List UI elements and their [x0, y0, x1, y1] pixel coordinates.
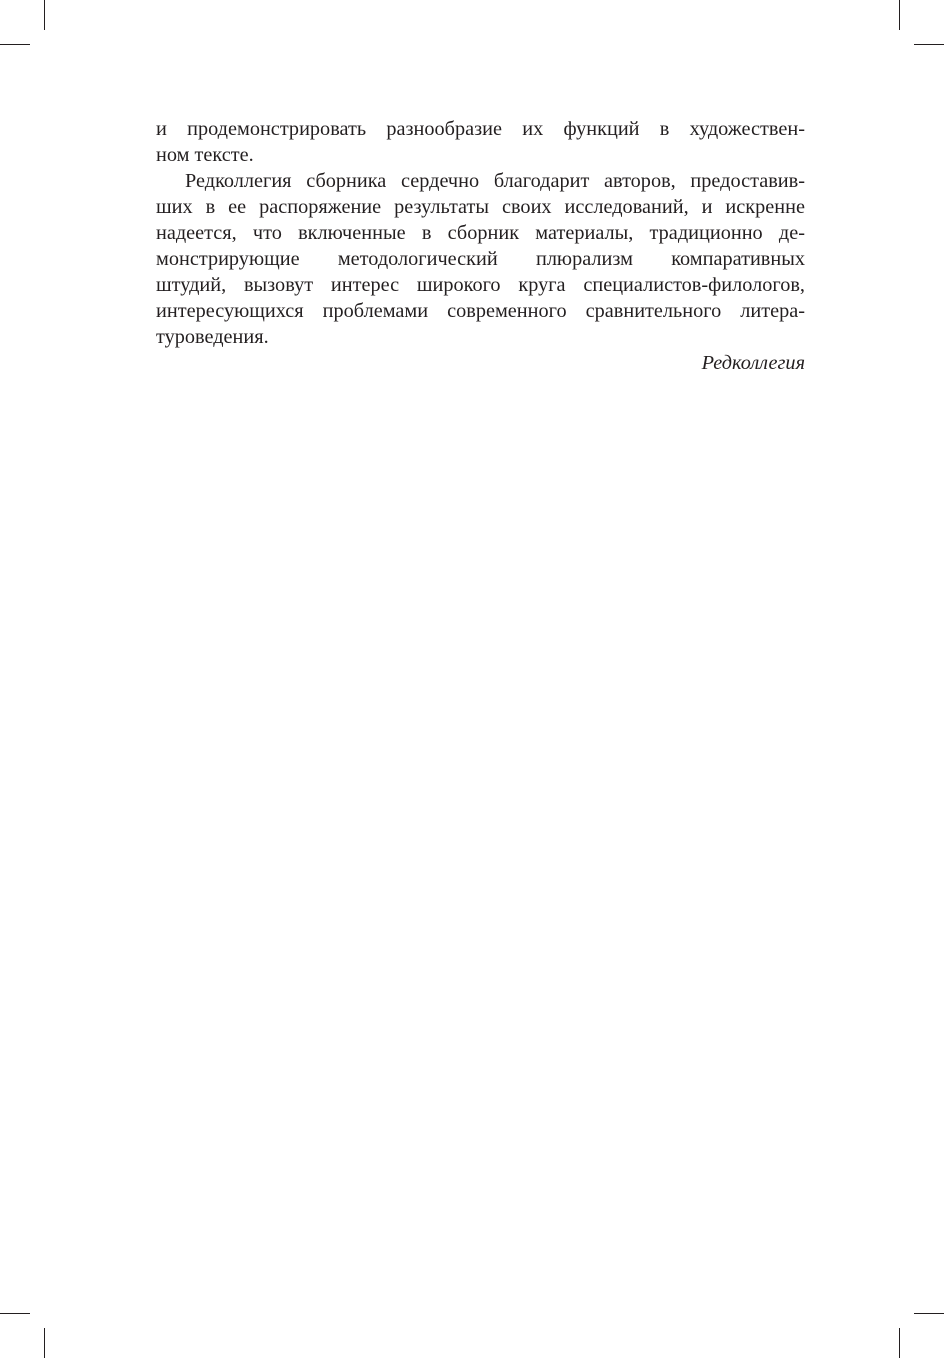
- crop-mark-top-right-horizontal: [914, 44, 944, 45]
- text-line: штудий, вызовут интерес широкого круга специалистов-филологов,: [156, 274, 805, 296]
- crop-mark-bottom-right-vertical: [899, 1328, 900, 1358]
- crop-mark-top-right-vertical: [899, 0, 900, 30]
- paragraph: [156, 116, 805, 168]
- crop-mark-top-left-vertical: [44, 0, 45, 30]
- text-line: надеется, что включенные в сборник материалы, традиционно де-: [156, 222, 805, 244]
- text-line: интересующихся проблемами современного сравнительного литера-: [156, 300, 805, 322]
- crop-mark-bottom-left-horizontal: [0, 1313, 30, 1314]
- crop-mark-bottom-left-vertical: [44, 1328, 45, 1358]
- signature: Редколлегия: [701, 352, 805, 374]
- text-line: Редколлегия сборника сердечно благодарит авторов, предоставив-: [185, 170, 805, 192]
- text-line: ших в ее распоряжение результаты своих исследований, и искренне: [156, 196, 805, 218]
- paragraph: [156, 168, 805, 350]
- crop-mark-top-left-horizontal: [0, 44, 30, 45]
- body-text: [156, 116, 805, 350]
- text-line: монстрирующие методологический плюрализм компаративных: [156, 248, 805, 270]
- text-line: и продемонстрировать разнообразие их функций в художествен-: [156, 118, 805, 140]
- crop-mark-bottom-right-horizontal: [914, 1313, 944, 1314]
- text-line: ном тексте.: [156, 144, 254, 166]
- text-line: туроведения.: [156, 326, 269, 348]
